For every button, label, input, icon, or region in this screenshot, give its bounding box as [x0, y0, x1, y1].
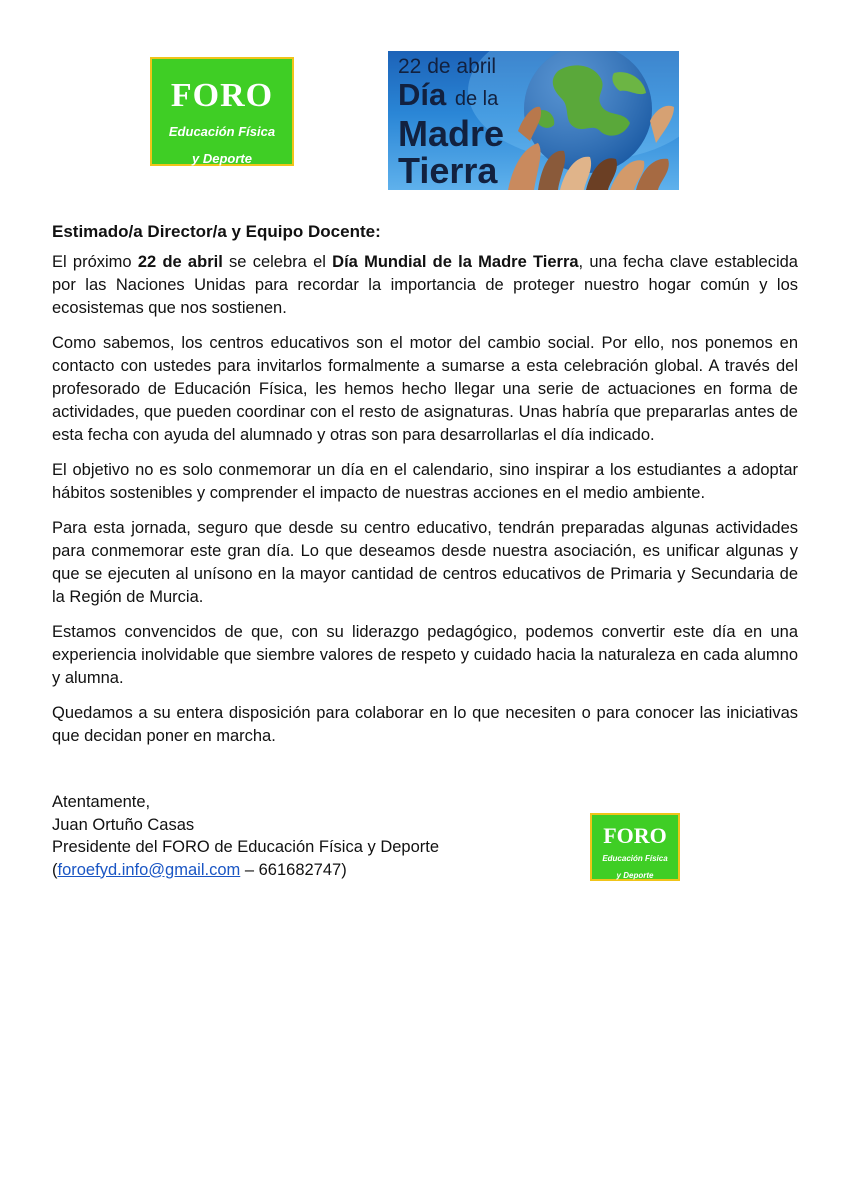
contact-open-paren: ( [52, 860, 58, 879]
p1-part-a: El próximo [52, 253, 138, 271]
foro-logo-subtitle-2: y Deporte [192, 151, 252, 166]
earth-banner-tierra: Tierra [398, 150, 498, 190]
p1-part-c: se celebra el [222, 253, 333, 271]
earth-banner-madre: Madre [398, 113, 505, 154]
earth-banner-de-la: de la [454, 88, 499, 110]
contact-close-paren: ) [341, 860, 347, 879]
p1-part-e: , una fecha clave establecida por las Naciones Unidas para recordar la importancia de proteger nuestro hogar común y los ecosistemas que nos sostienen. [52, 253, 798, 317]
letter-paragraph-5: Estamos convencidos de que, con su liderazgo pedagógico, podemos convertir este día en una experiencia inolvidable que siembre valores de respeto y cuidado hacia la naturaleza en cada alumno y alumna. [52, 623, 798, 687]
phone-number: 661682747 [258, 860, 342, 879]
signature-contact [52, 859, 572, 882]
foro-logo [150, 57, 294, 166]
earth-banner-text [398, 55, 504, 189]
earth-banner-dia: Día [398, 77, 447, 112]
foro-logo-title: FORO [170, 77, 274, 114]
signature-role: Presidente del FORO de Educación Física y Deporte [52, 838, 440, 856]
letter-paragraph-1 [52, 251, 798, 320]
signature-name: Juan Ortuño Casas [52, 815, 195, 834]
letter-body [52, 220, 798, 760]
letter-paragraph-4: Para esta jornada, seguro que desde su centro educativo, tendrán preparadas algunas actividades para conmemorar este gran día. Lo que deseamos desde nuestra asociación, es unificar algunas y que se ejecuten al unísono en la mayor cantidad de centros educativos de Primaria y Secundaria de la Región de Murcia. [52, 519, 798, 606]
foro-logo-small [590, 813, 680, 881]
foro-logo-subtitle-1: Educación Física [168, 124, 276, 139]
foro-logo-small-title: FORO [603, 823, 667, 848]
letter-paragraph-6: Quedamos a su entera disposición para colaborar en lo que necesiten o para conocer las iniciativas que decidan poner en marcha. [52, 704, 798, 745]
contact-separator: – [240, 860, 259, 879]
letter-greeting: Estimado/a Director/a y Equipo Docente: [52, 222, 381, 241]
letter-paragraph-3: El objetivo no es solo conmemorar un día en el calendario, sino inspirar a los estudiantes a adoptar hábitos sostenibles y comprender el impacto de nuestras acciones en el medio ambiente. [52, 461, 798, 502]
earth-day-banner [388, 51, 679, 190]
p1-date: 22 de abril [137, 253, 223, 271]
signature-closing: Atentamente, [52, 793, 151, 811]
earth-banner-date: 22 de abril [398, 55, 497, 78]
foro-logo-small-subtitle-2: y Deporte [616, 871, 654, 880]
signature-block [52, 791, 572, 881]
earth-banner-line-dia [398, 79, 504, 115]
email-link[interactable]: foroefyd.info@gmail.com [57, 860, 241, 879]
letter-paragraph-2: Como sabemos, los centros educativos son el motor del cambio social. Por ello, nos ponemos en contacto con ustedes para invitarlos formalmente a sumarse a esta celebración global. A través del profesorado de Educación Física, les hemos hecho llegar una serie de actuaciones en forma de actividades, que pueden coordinar con el resto de asignaturas. Unas habría que prepararlas antes de esta fecha con ayuda del alumnado y otras son para desarrollarlas el día indicado. [52, 334, 798, 444]
foro-logo-small-subtitle-1: Educación Física [602, 854, 668, 863]
p1-event-name: Día Mundial de la Madre Tierra [332, 253, 579, 271]
